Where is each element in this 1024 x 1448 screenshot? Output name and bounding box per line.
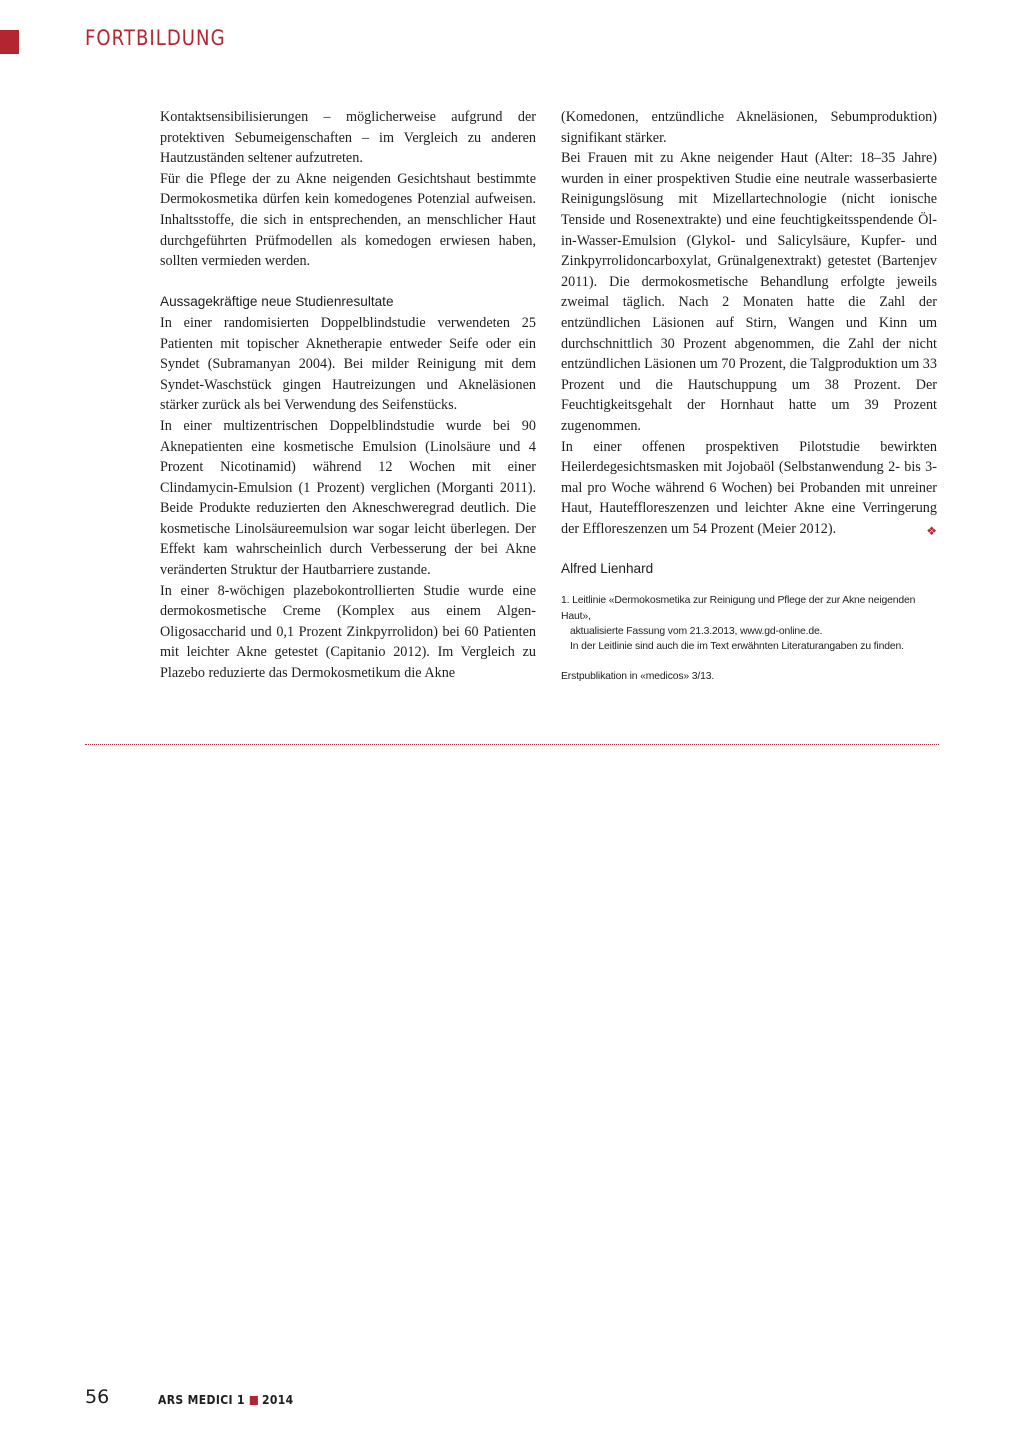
journal-name: ARS MEDICI 1 — [158, 1393, 245, 1407]
journal-year: 2014 — [261, 1393, 294, 1407]
paragraph: Kontaktsensibilisierungen – möglicherweise aufgrund der protektiven Sebumeigenschaften – im Vergleich zu anderen Hautzuständen seltener aufzutreten. — [160, 109, 536, 167]
publication-note: Erstpublikation in «medicos» 3/13. — [561, 671, 715, 683]
left-column — [160, 107, 536, 684]
paragraph: In einer multizentrischen Doppelblindstudie wurde bei 90 Aknepatienten eine kosmetische Emulsion (Linolsäure und 4 Prozent Nicotinamid) während 12 Wochen mit einer Clindamycin-Emulsion (1 Prozent) verglichen (Morganti 2011). Beide Produkte reduzierten den Akneschweregrad deutlich. Die kosmetische Linolsäureemulsion war sogar leicht überlegen. Der Effekt kam wahrscheinlich durch Verbesserung der bei Akne veränderten Struktur der Hautbarriere zustande. — [160, 417, 536, 579]
author-name: Alfred Lienhard — [561, 561, 654, 577]
end-diamond-icon: ❖ — [926, 523, 937, 538]
paragraph: In einer randomisierten Doppelblindstudie verwendeten 25 Patienten mit topischer Aknetherapie entweder Seife oder ein Syndet (Subramanyan 2004). Bei milder Reinigung mit dem Syndet-Waschstück gingen Hautreizungen und Akneläsionen stärker zurück als bei Verwendung des Seifenstücks. — [160, 314, 536, 414]
dotted-divider — [85, 744, 939, 745]
reference-line: aktualisierte Fassung vom 21.3.2013, www.gd-online.de. — [570, 625, 823, 637]
reference-line: 1. Leitlinie «Dermokosmetika zur Reinigung und Pflege der zur Akne neigenden Haut», — [561, 595, 916, 622]
paragraph-last — [561, 437, 937, 540]
paragraph: In einer 8-wöchigen plazebokontrollierten Studie wurde eine dermokosmetische Creme (Komplex aus einem Algen-Oligosaccharid und 0,1 Prozent Zinkpyrrolidon) bei 60 Patienten mit leichter Akne getestet (Capitanio 2012). Im Vergleich zu Plazebo reduzierte das Dermokosmetikum die Akne — [160, 582, 536, 682]
reference-list — [561, 593, 937, 654]
paragraph: Für die Pflege der zu Akne neigenden Gesichtshaut bestimmte Dermokosmetika dürfen kein komedogenes Potenzial aufweisen. Inhaltsstoffe, die sich in entsprechenden, an menschlicher Haut durchgeführten Prüfmodellen als komedogen erwiesen haben, sollten vermieden werden. — [160, 170, 536, 270]
section-title: FORTBILDUNG — [85, 26, 226, 50]
square-icon — [249, 1396, 257, 1405]
paragraph-text: In einer offenen prospektiven Pilotstudie bewirkten Heilerdegesichtsmasken mit Jojobaöl (Selbstanwendung 2- bis 3-mal pro Woche während 6 Wochen) bei Probanden mit unreiner Haut, Hauteffloreszenzen und leichter Akne eine Verringerung der Effloreszenzen um 54 Prozent (Meier 2012). — [561, 438, 937, 537]
paragraph: Bei Frauen mit zu Akne neigender Haut (Alter: 18–35 Jahre) wurden in einer prospektiven Studie eine neutrale wasserbasierte Reinigungslösung mit Mizellartechnologie (nicht ionische Tenside und Rosenextrakte) und eine feuchtigkeitsspendende Öl-in-Wasser-Emulsion (Glykol- und Salicylsäure, Kupfer- und Zinkpyrrolidoncarboxylat, Grünalgenextrakt) getestet (Bartenjev 2011). Die dermokosmetische Behandlung erfolgte jeweils zweimal täglich. Nach 2 Monaten hatte die Zahl der entzündlichen Läsionen auf Stirn, Wangen und Kinn um durchschnittlich 30 Prozent abgenommen, die Zahl der nicht entzündlichen Läsionen um 70 Prozent, die Talgproduktion um 33 Prozent und die Hautschuppung um 38 Prozent. Der Feuchtigkeitsgehalt der Hornhaut hatte um 39 Prozent zugenommen. — [561, 150, 937, 434]
section-marker — [0, 30, 19, 54]
reference-note: In der Leitlinie sind auch die im Text erwähnten Literaturangaben zu finden. — [570, 641, 904, 653]
page-number: 56 — [85, 1386, 110, 1408]
footer-publication — [158, 1393, 293, 1407]
paragraph: (Komedonen, entzündliche Akneläsionen, Sebumproduktion) signifikant stärker. — [561, 109, 937, 146]
section-heading: Aussagekräftige neue Studienresultate — [160, 294, 394, 310]
right-column — [561, 107, 937, 684]
